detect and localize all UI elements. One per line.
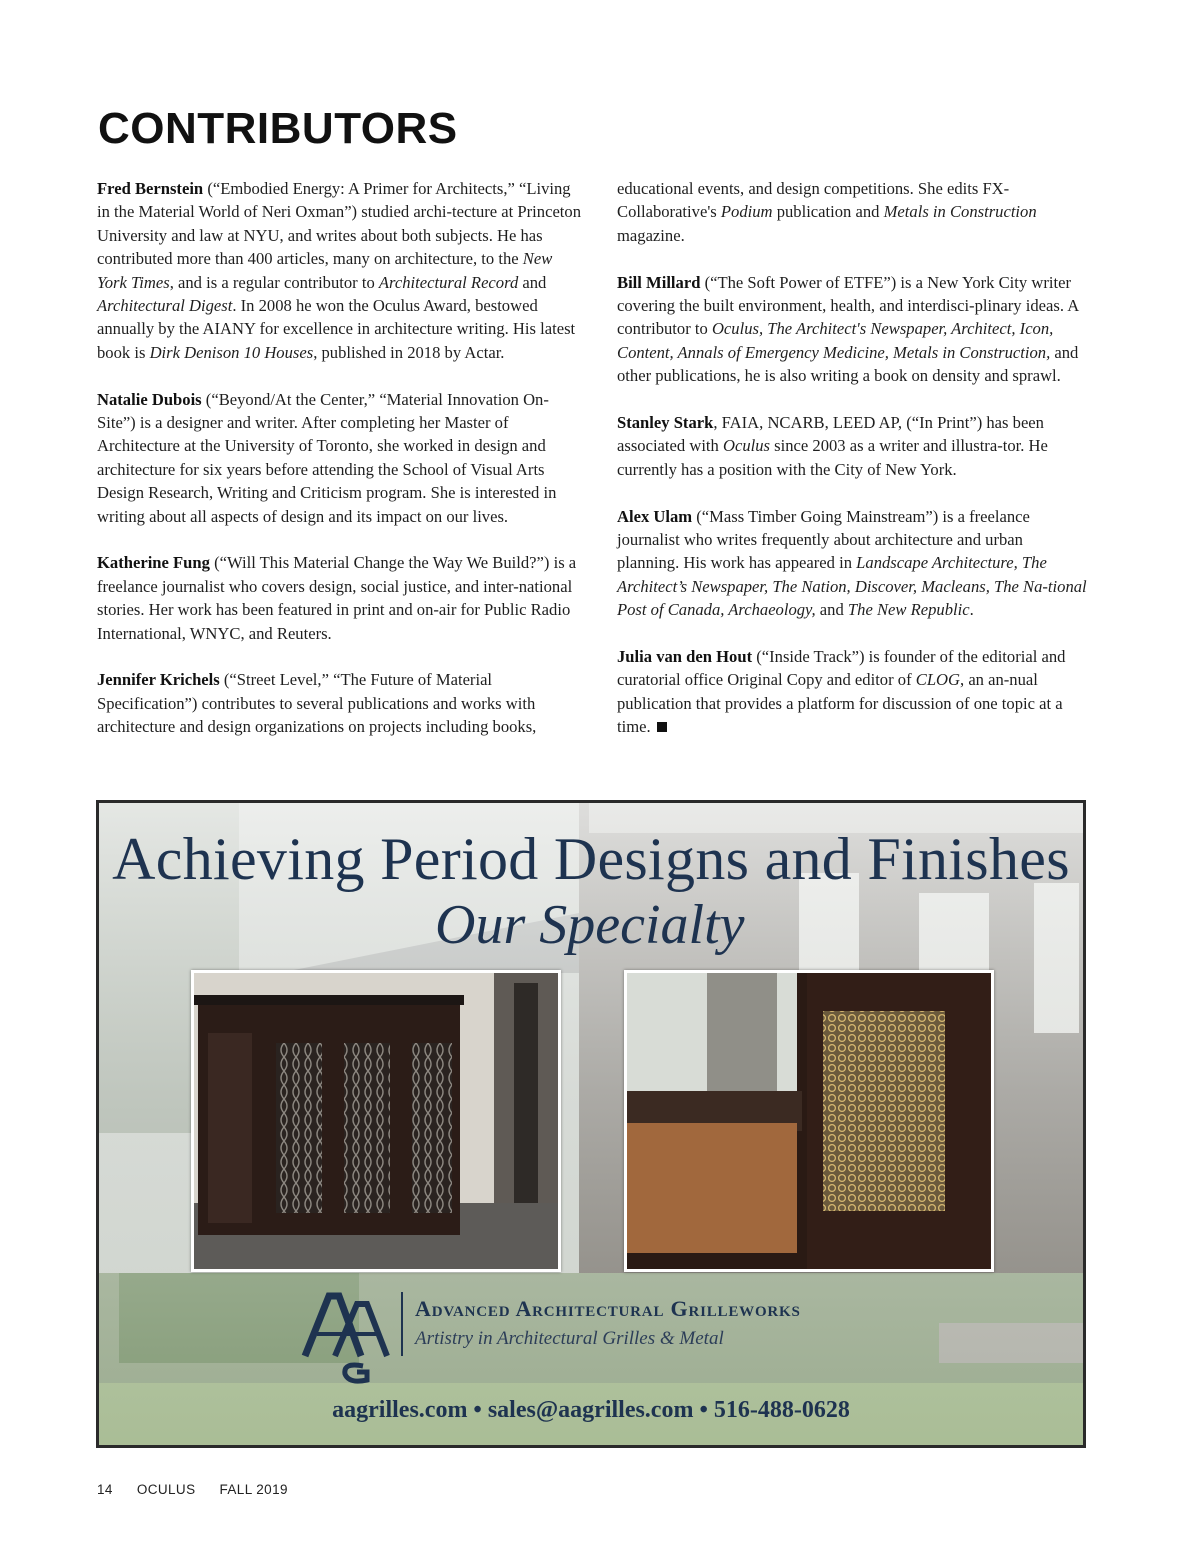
bio-text: and other publications, he is also writing a book on density and sprawl. — [617, 342, 1079, 386]
contributor-name: Fred Bernstein — [97, 179, 204, 198]
aag-monogram-icon — [299, 1286, 391, 1384]
bio-text: (“Embodied Energy: A Primer for Architects,” “Living in the Material World of Neri Oxman”) studied archi-tecture at Princeton University and law at NYU, and writes about both subjects. He has contributed more than 400 articles, many on architecture, to the — [97, 179, 582, 269]
contributor-name: Natalie Dubois — [97, 389, 202, 409]
contributor-name: Jennifer Krichels — [97, 670, 220, 690]
bio-text: educational events, and design competitions. She edits FX-Collaborative's — [617, 179, 1010, 222]
contributor-name: Julia van den Hout — [617, 647, 753, 667]
logo-divider — [401, 1292, 403, 1356]
publication-title: New York Times — [97, 249, 553, 292]
contributor-name: Alex Ulam — [617, 506, 693, 526]
publication-title: Landscape Architecture, The Architect’s Newspaper, The Nation, Discover, Macleans, The Na-tional Post of Canada, Archaeology, — [617, 553, 1087, 620]
page-number: 14 — [97, 1482, 113, 1497]
page-title: CONTRIBUTORS — [98, 104, 458, 153]
page-footer — [97, 1482, 312, 1497]
bio-text: publication and — [772, 202, 884, 222]
bio-fred-bernstein — [97, 177, 583, 364]
bio-text: , an an-nual publication that provides a platform for discussion of one topic at a time. — [617, 670, 1063, 737]
bio-jennifer-krichels — [97, 668, 583, 738]
bio-text: (“Will This Material Change the Way We Build?”) is a freelance journalist who covers design, social justice, and inter-national stories. Her work has been featured in print and on-air for Public Radio International, WNYC, and Reuters. — [97, 553, 577, 643]
bio-text: (“Beyond/At the Center,” “Material Innovation On-Site”) is a designer and writer. After completing her Master of Architecture at the University of Toronto, she worked in design and architecture for six years before attending the School of Visual Arts Design Research, Writing and Criticism program. She is interested in writing about all aspects of design and its impact on our lives. — [97, 389, 557, 526]
bio-text: , and is a regular contributor to — [169, 272, 379, 292]
bio-text: and — [815, 600, 848, 620]
contributor-name: Katherine Fung — [97, 553, 210, 573]
bio-text: , published in 2018 by Actar. — [313, 342, 505, 362]
bio-natalie-dubois — [97, 388, 583, 528]
publication-title: Architectural Digest — [97, 296, 233, 316]
publication-title: Podium — [720, 202, 773, 222]
publication-title: The New Republic — [847, 600, 970, 620]
publication-title: Oculus, The Architect's Newspaper, Architect, Icon, Content, Annals of Emergency Medicine, Metals in Construction, — [617, 319, 1054, 362]
bio-bill-millard — [617, 271, 1087, 388]
ad-contact-info: aagrilles.com • sales@aagrilles.com • 516-488-0628 — [332, 1397, 850, 1423]
photo-radiator-cabinet — [191, 970, 561, 1272]
bio-text: magazine. — [617, 225, 685, 245]
bio-text: . — [969, 600, 974, 620]
bio-katherine-fung — [97, 551, 583, 645]
publication-name: OCULUS — [136, 1482, 196, 1497]
end-mark-icon — [657, 722, 667, 732]
company-tagline: Artistry in Architectural Grilles & Metal — [415, 1328, 724, 1349]
bio-text: (“Mass Timber Going Mainstream”) is a freelance journalist who writes frequently about architecture and urban planning. His work has appeared in — [617, 506, 1030, 573]
publication-title: Architectural Record — [378, 272, 519, 292]
contributor-name: Bill Millard — [617, 272, 701, 292]
bio-text: (“The Soft Power of ETFE”) is a New York City writer covering the built environment, health, and interdisci-plinary ideas. A contributor to — [617, 272, 1079, 339]
photo-window-grille — [624, 970, 994, 1272]
bio-julia-van-den-hout — [617, 645, 1087, 739]
company-logo — [299, 1278, 911, 1408]
publication-title: Metals in Construction — [883, 202, 1037, 222]
book-title: Dirk Denison 10 Houses — [149, 342, 314, 362]
publication-title: Oculus — [723, 436, 771, 456]
bio-text: since 2003 as a writer and illustra-tor. He currently has a position with the City of New York. — [617, 436, 1048, 479]
bios-column-left — [97, 177, 583, 762]
bio-alex-ulam — [617, 505, 1087, 622]
ad-headline: Achieving Period Designs and Finishes — [112, 826, 1070, 892]
bio-text: and — [518, 272, 547, 292]
contributor-name: Stanley Stark — [617, 413, 714, 433]
bio-text: . In 2008 he won the Oculus Award, bestowed annually by the AIANY for excellence in architecture writing. His latest book is — [97, 296, 576, 362]
ad-subheadline: Our Specialty — [435, 894, 745, 956]
bio-text: , FAIA, NCARB, LEED AP, (“In Print”) has been associated with — [617, 413, 1044, 456]
issue-date: FALL 2019 — [219, 1482, 288, 1497]
publication-title: CLOG — [915, 670, 961, 690]
bio-text: (“Street Level,” “The Future of Material Specification”) contributes to several publications and works with architecture and design organizations on projects including books, — [97, 670, 537, 737]
bios-column-right — [617, 177, 1087, 762]
bio-jennifer-krichels-continued — [617, 177, 1087, 247]
company-name: Advanced Architectural Grilleworks — [415, 1296, 801, 1321]
advertisement — [96, 800, 1086, 1448]
bio-stanley-stark — [617, 411, 1087, 481]
bio-text: (“Inside Track”) is founder of the editorial and curatorial office Original Copy and editor of — [617, 647, 1066, 690]
